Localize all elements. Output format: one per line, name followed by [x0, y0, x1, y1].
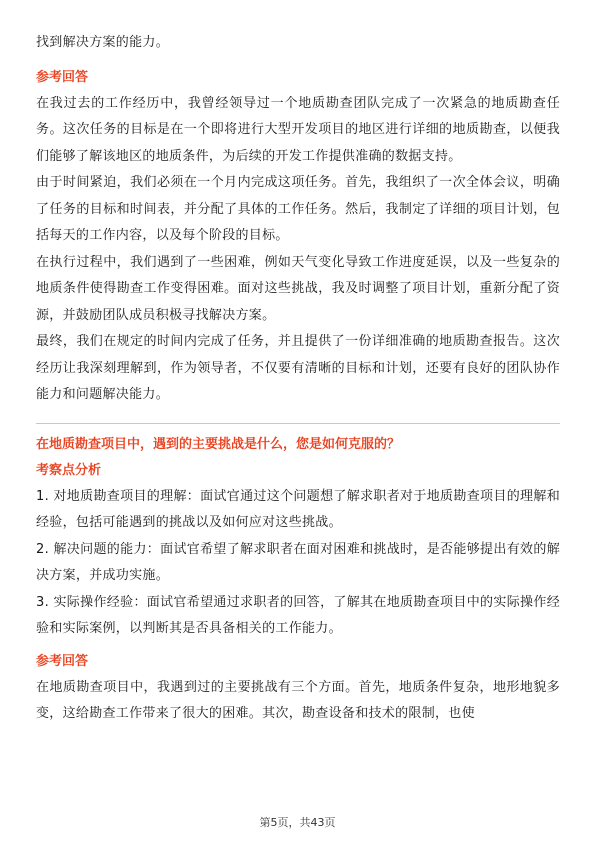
- analysis-item: 2. 解决问题的能力：面试官希望了解求职者在面对困难和挑战时，是否能够提出有效的解决方案，并成功实施。: [36, 541, 560, 583]
- section-divider: [36, 423, 560, 424]
- answer-paragraph: 在我过去的工作经历中，我曾经领导过一个地质勘查团队完成了一次紧急的地质勘查任务。这次任务的目标是在一个即将进行大型开发项目的地区进行详细的地质勘查，以便我们能够了解该地区的地质条件，为后续的开发工作提供准确的数据支持。: [36, 95, 560, 164]
- answer-label: 参考回答: [36, 69, 89, 85]
- answer-paragraph: 最终，我们在规定的时间内完成了任务，并且提供了一份详细准确的地质勘查报告。这次经历让我深刻理解到，作为领导者，不仅要有清晰的目标和计划，还要有良好的团队协作能力和问题解决能力。: [36, 334, 560, 402]
- answer-paragraph: 在地质勘查项目中，我遇到过的主要挑战有三个方面。首先，地质条件复杂，地形地貌多变，这给勘查工作带来了很大的困难。其次，勘查设备和技术的限制，也使: [36, 679, 560, 721]
- answer-paragraph: 在执行过程中，我们遇到了一些困难，例如天气变化导致工作进度延误，以及一些复杂的地质条件使得勘查工作变得困难。面对这些挑战，我及时调整了项目计划，重新分配了资源，并鼓励团队成员积极寻找解决方案。: [36, 254, 560, 323]
- answer-label: 参考回答: [36, 653, 89, 669]
- analysis-item: 3. 实际操作经验：面试官希望通过求职者的回答，了解其在地质勘查项目中的实际操作经验和实际案例，以判断其是否具备相关的工作能力。: [36, 594, 560, 636]
- page-footer: 第5页，共43页: [259, 816, 336, 829]
- analysis-label: 考察点分析: [36, 462, 102, 478]
- answer-paragraph: 由于时间紧迫，我们必须在一个月内完成这项任务。首先，我组织了一次全体会议，明确了任务的目标和时间表，并分配了具体的工作任务。然后，我制定了详细的项目计划，包括每天的工作内容，以及每个阶段的目标。: [36, 175, 560, 243]
- question-title: 在地质勘查项目中，遇到的主要挑战是什么，您是如何克服的？: [36, 436, 401, 452]
- analysis-item: 1. 对地质勘查项目的理解：面试官通过这个问题想了解求职者对于地质勘查项目的理解和经验，包括可能遇到的挑战以及如何应对这些挑战。: [36, 488, 560, 530]
- document-page: [36, 30, 560, 728]
- intro-tail-text: 找到解决方案的能力。: [36, 35, 170, 50]
